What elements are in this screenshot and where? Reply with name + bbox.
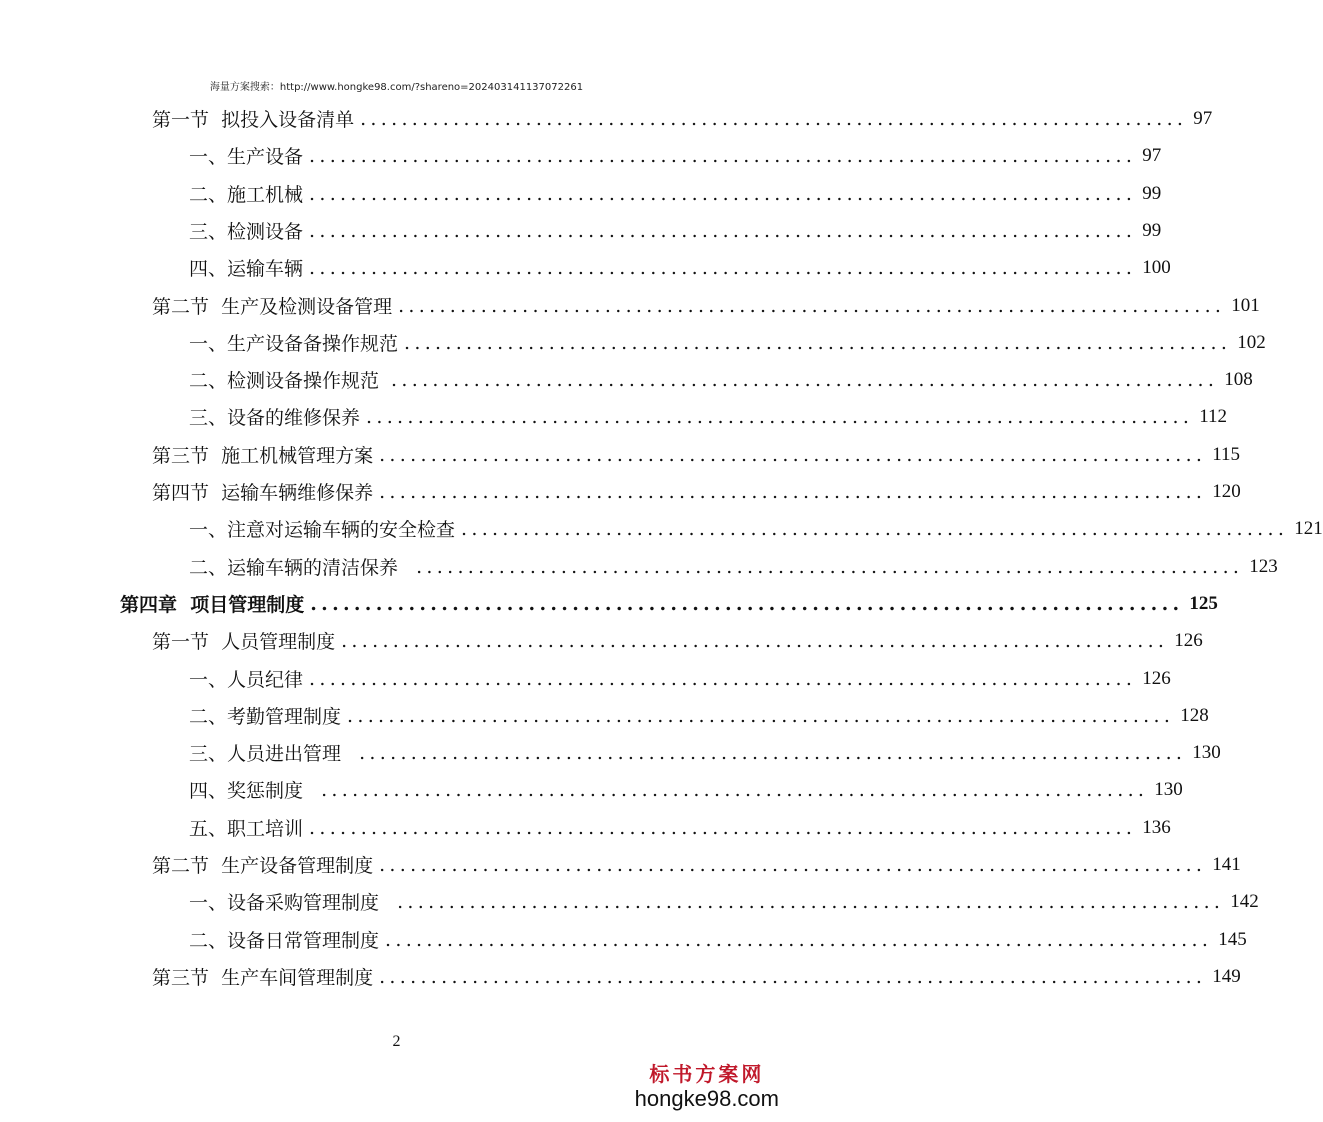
toc-entry-page: 99 xyxy=(1142,182,1162,204)
toc-entry-section[interactable] xyxy=(152,287,1260,324)
toc-leader-dots: ................................................................................ xyxy=(461,517,1289,540)
toc-leader-dots: ................................................................................ xyxy=(310,592,1184,615)
toc-entry-section[interactable] xyxy=(152,846,1241,883)
toc-leader-dots: ................................................................................ xyxy=(379,443,1207,466)
toc-leader-dots: ................................................................................ xyxy=(416,555,1244,578)
toc-entry-title: 四、奖惩制度 xyxy=(189,780,316,802)
toc-leader-dots: ................................................................................ xyxy=(341,629,1169,652)
toc-entry-item[interactable] xyxy=(189,809,1171,846)
toc-entry-title: 第一节 拟投入设备清单 xyxy=(152,109,355,131)
toc-entry-section[interactable] xyxy=(152,622,1203,659)
toc-leader-dots: ................................................................................ xyxy=(359,741,1187,764)
toc-entry-page: 102 xyxy=(1237,331,1266,353)
toc-entry-page: 141 xyxy=(1212,853,1241,875)
toc-entry-item[interactable] xyxy=(189,771,1183,808)
toc-entry-title: 一、设备采购管理制度 xyxy=(189,892,392,914)
toc-entry-section[interactable] xyxy=(152,436,1241,473)
toc-leader-dots: ................................................................................ xyxy=(347,704,1175,727)
toc-entry-title: 一、注意对运输车辆的安全检查 xyxy=(189,519,456,541)
toc-leader-dots: ................................................................................ xyxy=(391,368,1219,391)
toc-entry-item[interactable] xyxy=(189,510,1323,547)
toc-entry-item[interactable] xyxy=(189,249,1171,286)
toc-entry-page: 100 xyxy=(1142,256,1171,278)
toc-entry-page: 123 xyxy=(1249,555,1278,577)
toc-entry-item[interactable] xyxy=(189,175,1162,212)
toc-leader-dots: ................................................................................ xyxy=(404,331,1232,354)
page-number: 2 xyxy=(392,1033,401,1050)
toc-entry-page: 97 xyxy=(1193,107,1213,129)
toc-entry-title: 二、设备日常管理制度 xyxy=(189,930,380,952)
toc-entry-page: 97 xyxy=(1142,144,1162,166)
toc-entry-title: 第三节 施工机械管理方案 xyxy=(152,445,374,467)
toc-entry-section[interactable] xyxy=(152,100,1213,137)
toc-entry-title: 二、考勤管理制度 xyxy=(189,706,342,728)
toc-entry-title: 第三节 生产车间管理制度 xyxy=(152,967,374,989)
toc-entry-title: 二、检测设备操作规范 xyxy=(189,370,386,392)
toc-entry-title: 第二节 生产设备管理制度 xyxy=(152,855,374,877)
page-header: 海量方案搜索：http://www.hongke98.com/?shareno=202403141137072261 xyxy=(209,82,584,93)
toc-entry-page: 145 xyxy=(1218,928,1247,950)
toc-entry-page: 130 xyxy=(1154,778,1183,800)
watermark-url: hongke98.com xyxy=(634,1086,779,1111)
toc-entry-title: 五、职工培训 xyxy=(189,818,304,840)
watermark-cn: 标书方案网 xyxy=(649,1062,765,1086)
toc-entry-page: 128 xyxy=(1180,704,1209,726)
toc-entry-title: 第四章 项目管理制度 xyxy=(120,594,305,616)
toc-leader-dots: ................................................................................ xyxy=(366,405,1194,428)
toc-entry-item[interactable] xyxy=(189,548,1278,585)
toc-entry-page: 115 xyxy=(1212,443,1241,465)
toc-leader-dots: ................................................................................ xyxy=(309,256,1137,279)
watermark-logo xyxy=(635,1062,779,1112)
toc-entry-page: 126 xyxy=(1174,629,1203,651)
toc-entry-title: 四、运输车辆 xyxy=(189,258,304,280)
toc-entry-item[interactable] xyxy=(189,697,1209,734)
toc-entry-title: 一、人员纪律 xyxy=(189,669,304,691)
toc-entry-page: 142 xyxy=(1230,890,1259,912)
toc-entry-title: 第一节 人员管理制度 xyxy=(152,631,336,653)
toc-entry-item[interactable] xyxy=(189,324,1266,361)
toc-entry-page: 121 xyxy=(1294,517,1323,539)
toc-entry-page: 149 xyxy=(1212,965,1241,987)
toc-entry-page: 125 xyxy=(1189,592,1218,614)
toc-entry-title: 三、检测设备 xyxy=(189,221,304,243)
toc-entry-page: 120 xyxy=(1212,480,1241,502)
toc-leader-dots: ................................................................................ xyxy=(309,144,1137,167)
toc-entry-section[interactable] xyxy=(152,473,1241,510)
toc-leader-dots: ................................................................................ xyxy=(397,890,1225,913)
toc-entry-title: 二、施工机械 xyxy=(189,184,304,206)
toc-entry-page: 130 xyxy=(1192,741,1221,763)
toc-entry-item[interactable] xyxy=(189,921,1247,958)
toc-leader-dots: ................................................................................ xyxy=(360,107,1188,130)
toc-entry-title: 三、设备的维修保养 xyxy=(189,407,361,429)
toc-entry-item[interactable] xyxy=(189,137,1162,174)
toc-leader-dots: ................................................................................ xyxy=(379,480,1207,503)
toc-entry-item[interactable] xyxy=(189,361,1253,398)
toc-entry-title: 三、人员进出管理 xyxy=(189,743,354,765)
toc-entry-item[interactable] xyxy=(189,734,1221,771)
toc-entry-title: 一、生产设备备操作规范 xyxy=(189,333,399,355)
toc-entry-item[interactable] xyxy=(189,212,1162,249)
toc-leader-dots: ................................................................................ xyxy=(309,219,1137,242)
toc-entry-page: 108 xyxy=(1224,368,1253,390)
toc-entry-item[interactable] xyxy=(189,883,1259,920)
toc-leader-dots: ................................................................................ xyxy=(398,294,1226,317)
toc-leader-dots: ................................................................................ xyxy=(379,853,1207,876)
toc-entry-page: 101 xyxy=(1231,294,1260,316)
toc-leader-dots: ................................................................................ xyxy=(379,965,1207,988)
toc-entry-chapter[interactable] xyxy=(120,585,1218,622)
toc-leader-dots: ................................................................................ xyxy=(385,928,1213,951)
toc-entry-item[interactable] xyxy=(189,398,1227,435)
toc-entry-title: 一、生产设备 xyxy=(189,146,304,168)
toc-entry-title: 第四节 运输车辆维修保养 xyxy=(152,482,374,504)
toc-entry-page: 112 xyxy=(1199,405,1227,427)
toc-entry-title: 二、运输车辆的清洁保养 xyxy=(189,557,411,579)
toc-leader-dots: ................................................................................ xyxy=(309,667,1137,690)
toc-leader-dots: ................................................................................ xyxy=(309,816,1137,839)
toc-entry-page: 136 xyxy=(1142,816,1171,838)
toc-entry-title: 第二节 生产及检测设备管理 xyxy=(152,296,393,318)
toc-entry-section[interactable] xyxy=(152,958,1241,995)
toc-entry-page: 126 xyxy=(1142,667,1171,689)
toc-leader-dots: ................................................................................ xyxy=(309,182,1137,205)
toc-leader-dots: ................................................................................ xyxy=(321,778,1149,801)
toc-entry-page: 99 xyxy=(1142,219,1162,241)
toc-entry-item[interactable] xyxy=(189,660,1171,697)
